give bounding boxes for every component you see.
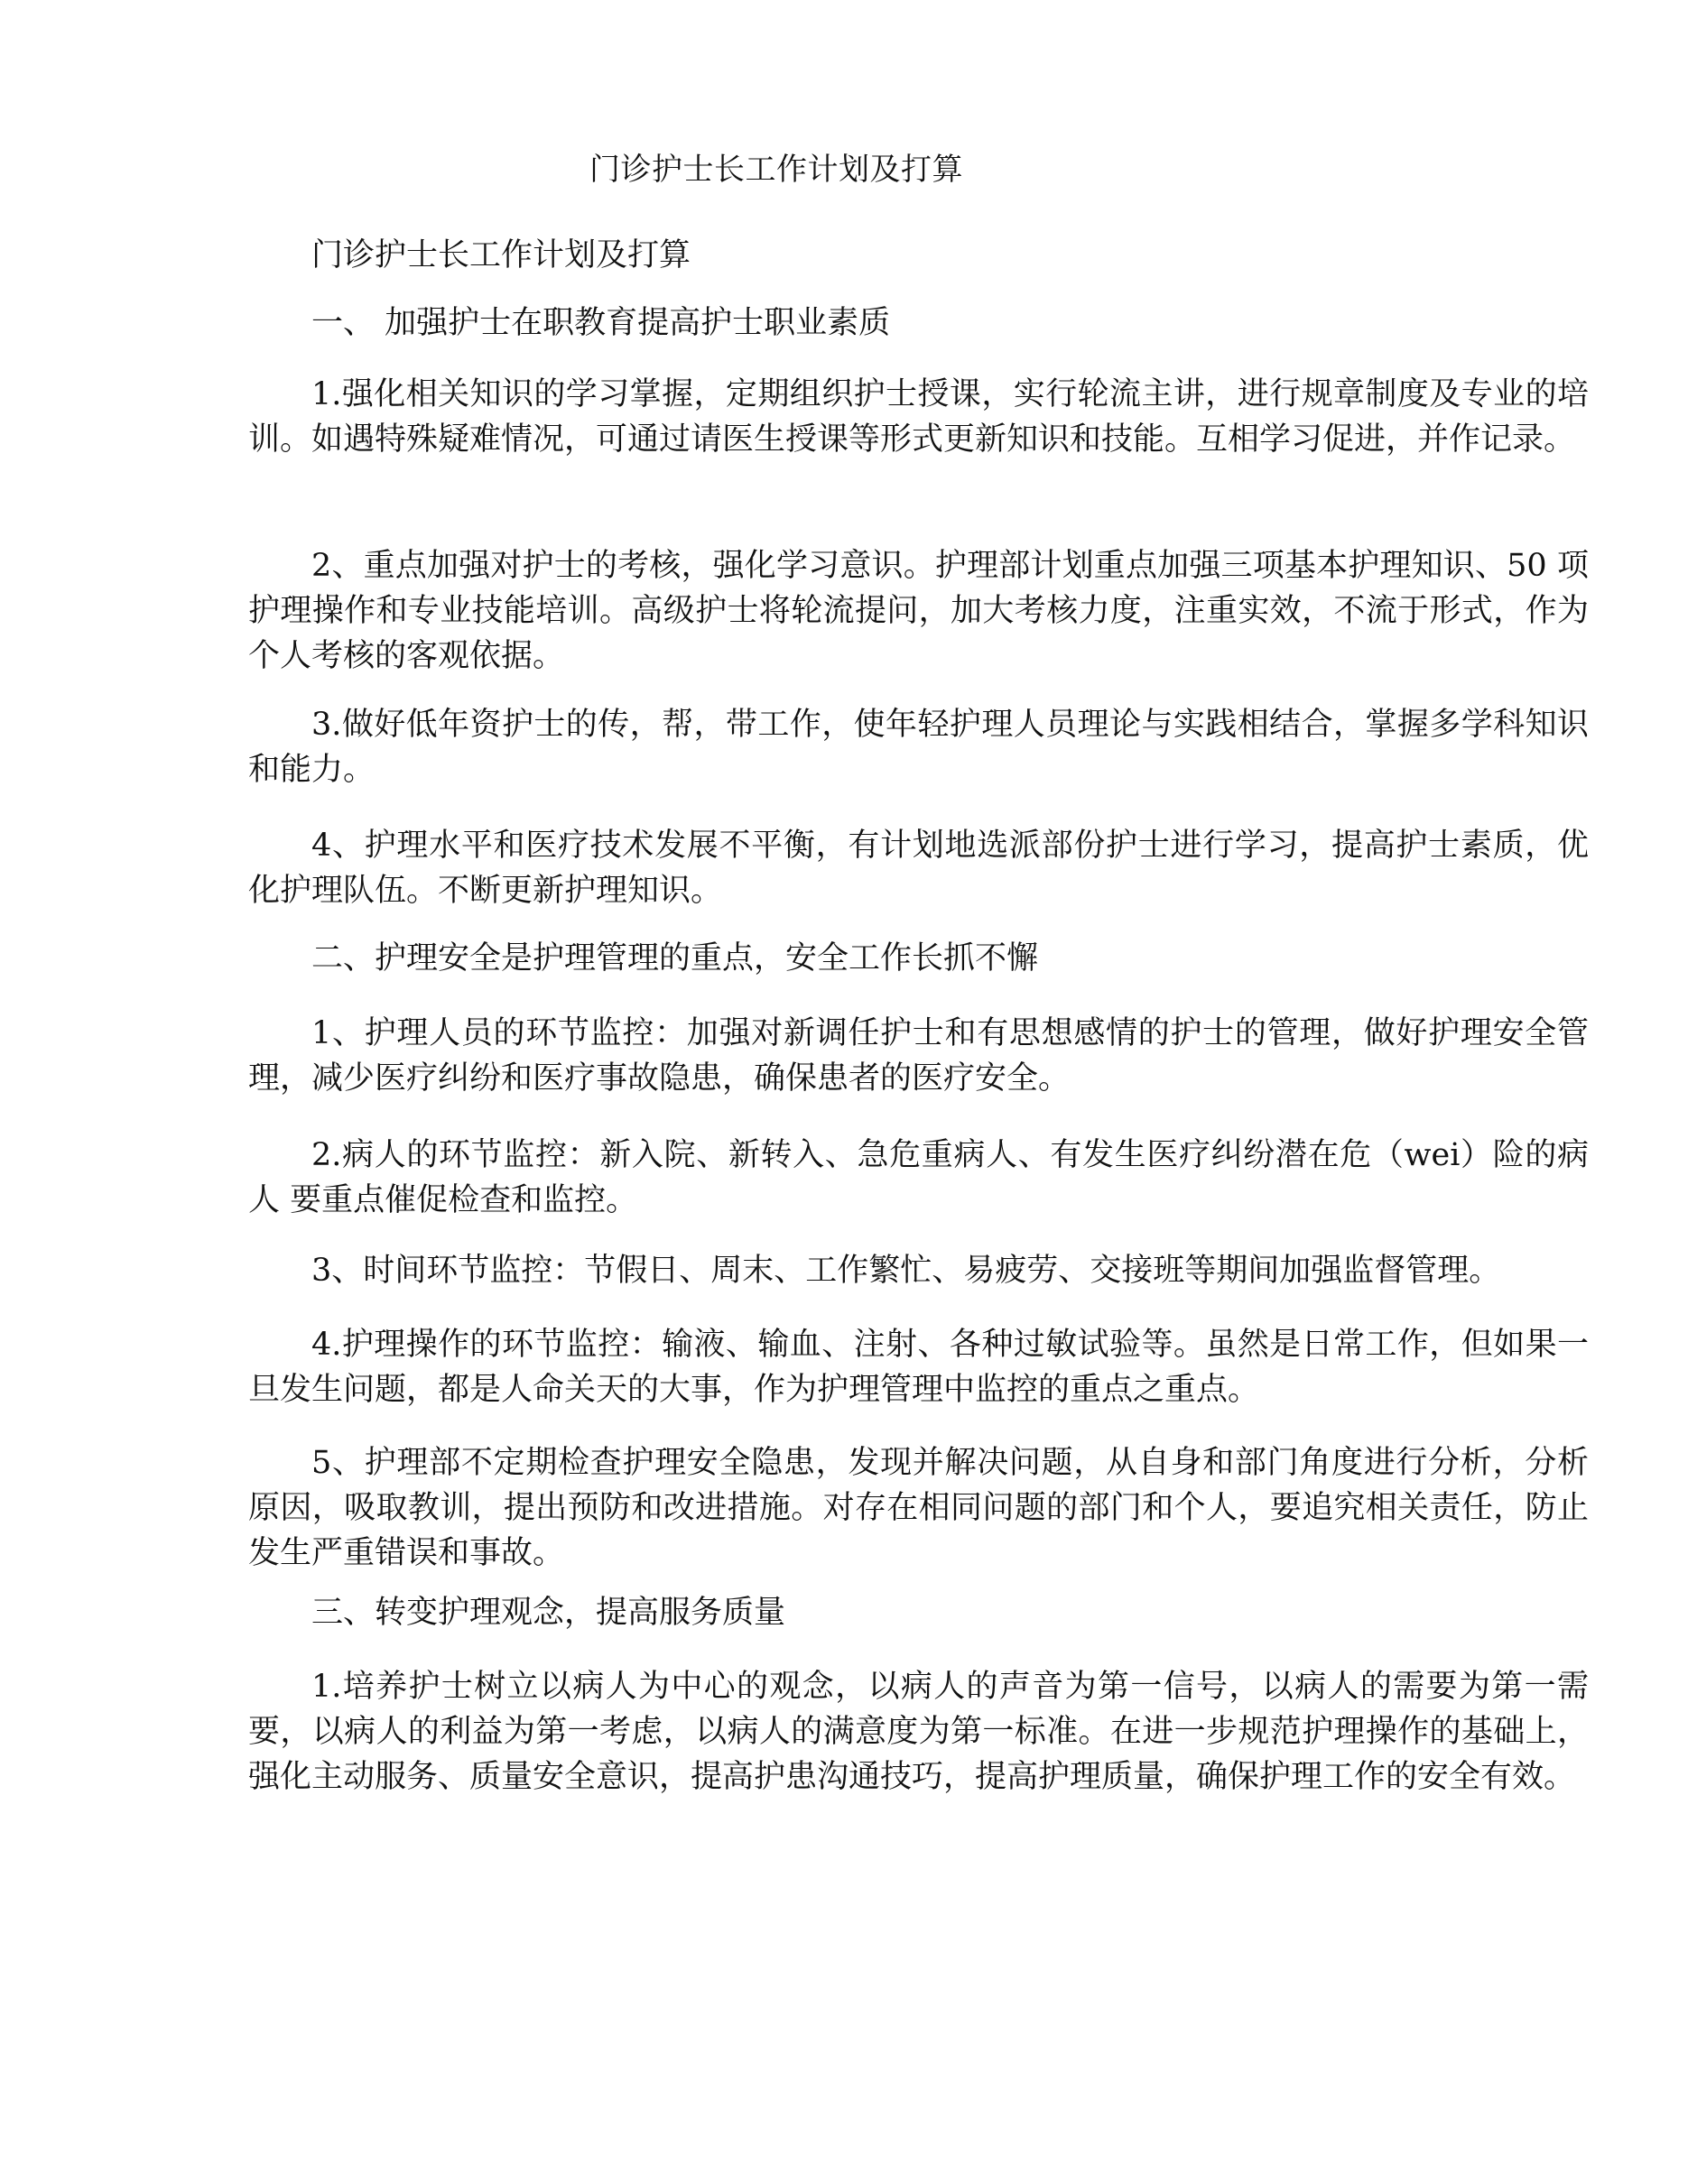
section-1-item-4: 4、护理水平和医疗技术发展不平衡，有计划地选派部份护士进行学习，提高护士素质，优化护理队伍。不断更新护理知识。 <box>248 828 1589 909</box>
section-2-item-5: 5、护理部不定期检查护理安全隐患，发现并解决问题，从自身和部门角度进行分析，分析原因，吸取教训，提出预防和改进措施。对存在相同问题的部门和个人，要追究相关责任，防止发生严重错误和事故。 <box>248 1445 1589 1571</box>
section-2-heading: 二、护理安全是护理管理的重点，安全工作长抓不懈 <box>311 940 1039 976</box>
section-1-item-2: 2、重点加强对护士的考核，强化学习意识。护理部计划重点加强三项基本护理知识、50 项护理操作和专业技能培训。高级护士将轮流提问，加大考核力度，注重实效，不流于形式，作为个人考核的客观依据。 <box>248 548 1589 674</box>
section-2-item-4: 4.护理操作的环节监控：输液、输血、注射、各种过敏试验等。虽然是日常工作，但如果一旦发生问题，都是人命关天的大事，作为护理管理中监控的重点之重点。 <box>248 1327 1589 1408</box>
section-3-item-1: 1.培养护士树立以病人为中心的观念，以病人的声音为第一信号，以病人的需要为第一需要，以病人的利益为第一考虑，以病人的满意度为第一标准。在进一步规范护理操作的基础上，强化主动服务、质量安全意识，提高护患沟通技巧，提高护理质量，确保护理工作的安全有效。 <box>248 1669 1589 1795</box>
section-2-item-2: 2.病人的环节监控：新入院、新转入、急危重病人、有发生医疗纠纷潜在危（wei）险的病人 要重点催促检查和监控。 <box>248 1137 1589 1218</box>
section-2-item-1: 1、护理人员的环节监控：加强对新调任护士和有思想感情的护士的管理，做好护理安全管理，减少医疗纠纷和医疗事故隐患，确保患者的医疗安全。 <box>248 1015 1589 1097</box>
section-1-heading: 一、 加强护士在职教育提高护士职业素质 <box>311 305 891 341</box>
section-1-item-1: 1.强化相关知识的学习掌握，定期组织护士授课，实行轮流主讲，进行规章制度及专业的培训。如遇特殊疑难情况，可通过请医生授课等形式更新知识和技能。互相学习促进，并作记录。 <box>248 376 1589 458</box>
section-3-heading: 三、转变护理观念，提高服务质量 <box>311 1595 786 1631</box>
document-subtitle: 门诊护士长工作计划及打算 <box>311 237 691 273</box>
document-title: 门诊护士长工作计划及打算 <box>589 152 963 188</box>
section-1-item-3: 3.做好低年资护士的传，帮，带工作，使年轻护理人员理论与实践相结合，掌握多学科知识和能力。 <box>248 707 1589 788</box>
section-2-item-3: 3、时间环节监控：节假日、周末、工作繁忙、易疲劳、交接班等期间加强监督管理。 <box>311 1253 1501 1289</box>
